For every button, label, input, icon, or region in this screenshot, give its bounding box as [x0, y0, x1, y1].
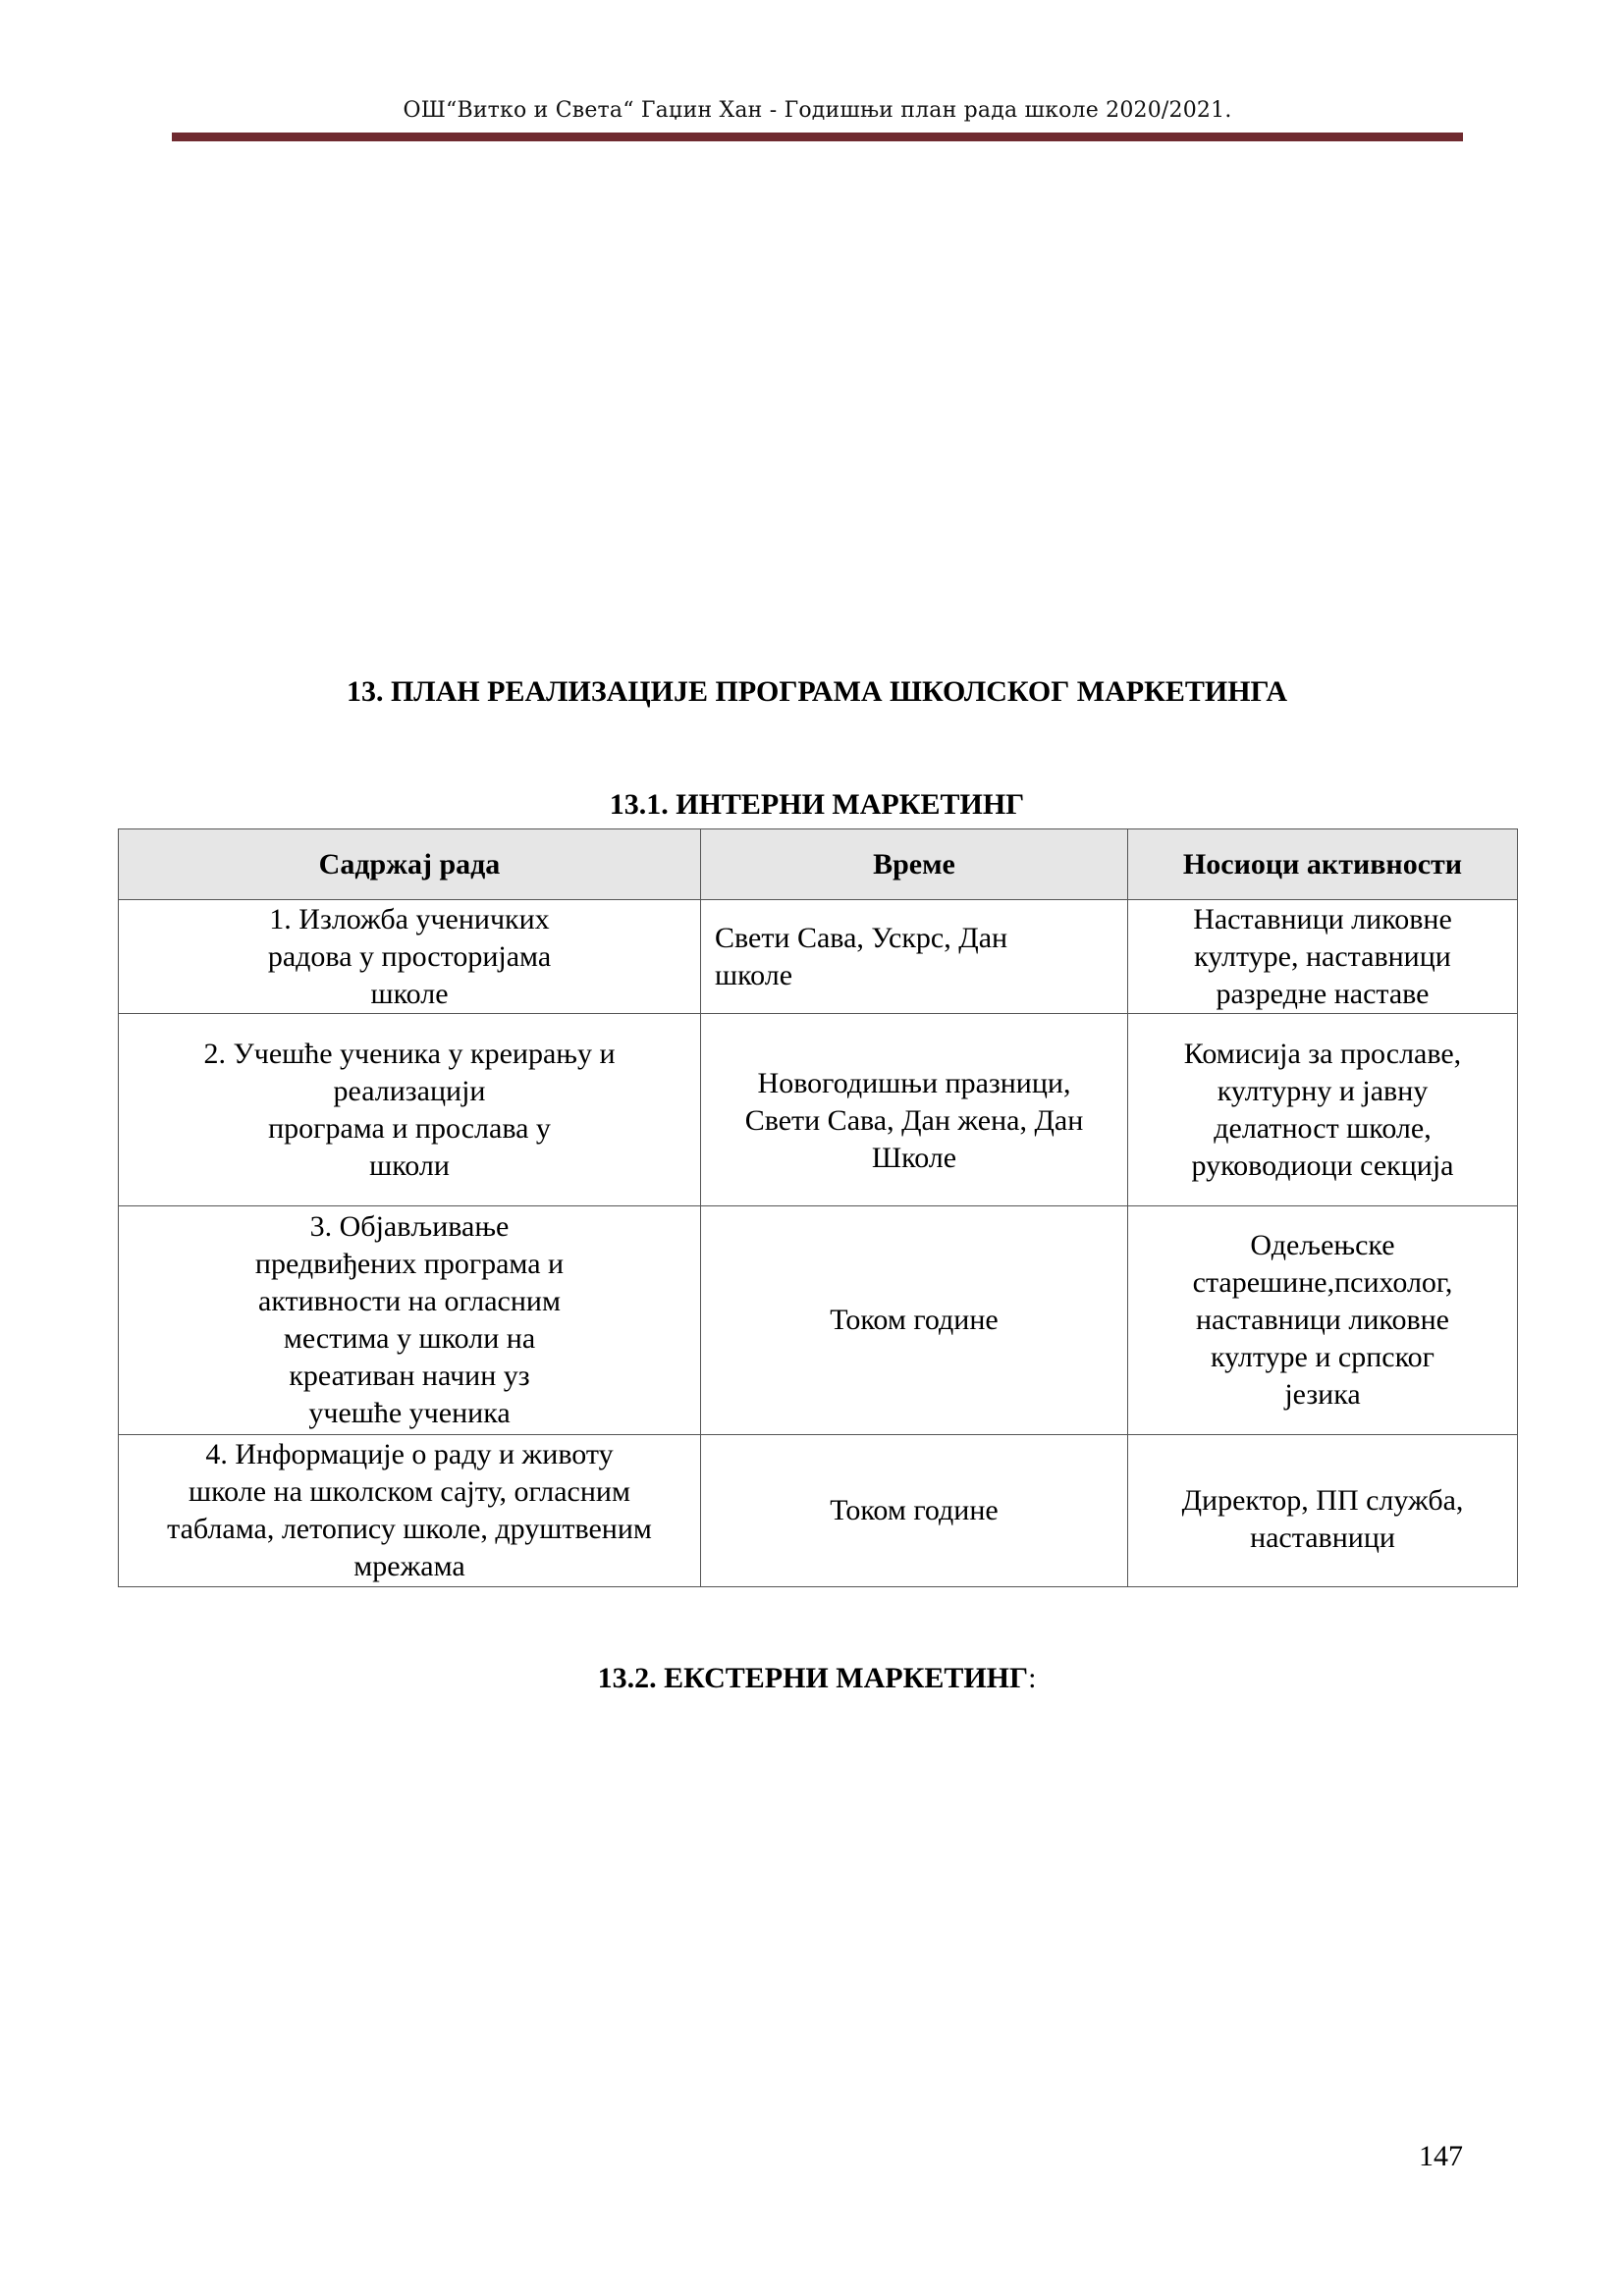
cell-line: предвиђених програма и — [254, 1248, 565, 1280]
cell-line: реализацији — [333, 1074, 486, 1107]
cell-line: руководиоци секција — [1191, 1148, 1454, 1182]
cell-time — [701, 1014, 1128, 1206]
cell-line: наставници ликовне — [1196, 1304, 1449, 1336]
cell-line: учешће ученика — [308, 1397, 511, 1429]
cell-line: мрежама — [353, 1550, 465, 1582]
cell-line: Одељењске — [1250, 1229, 1395, 1261]
external-title-text: 13.2. ЕКСТЕРНИ МАРКЕТИНГ — [597, 1662, 1029, 1694]
cell-carriers — [1128, 1435, 1518, 1587]
column-header-time: Време — [701, 829, 1128, 900]
cell-line: радова у просторијама — [267, 939, 552, 973]
cell-line: 4. Информације о раду и животу — [205, 1438, 614, 1470]
page-number: 147 — [1419, 2140, 1463, 2172]
table-row — [119, 900, 1518, 1014]
cell-line: културе и српског — [1211, 1341, 1435, 1373]
cell-line: разредне наставе — [1216, 977, 1430, 1010]
cell-line: школе на школском сајту, огласним — [189, 1475, 630, 1508]
table-header-row — [119, 829, 1518, 900]
cell-carriers — [1128, 1206, 1518, 1435]
cell-line: Током године — [830, 1494, 999, 1526]
cell-line: местима у школи на — [283, 1322, 536, 1355]
cell-line: културну и јавну — [1217, 1074, 1429, 1107]
cell-line: 1. Изложба ученичких — [269, 902, 550, 935]
internal-marketing-table — [118, 828, 1518, 1587]
cell-line: старешине,психолог, — [1192, 1266, 1453, 1299]
cell-line: Новогодишњи празници, — [757, 1066, 1071, 1099]
table-row — [119, 1014, 1518, 1206]
cell-line: школи — [369, 1148, 450, 1182]
cell-line: наставници — [1250, 1522, 1395, 1554]
cell-line: креативан начин уз — [289, 1360, 530, 1392]
running-header: ОШ“Витко и Света“ Гаџин Хан - Годишњи план рада школе 2020/2021. — [403, 98, 1232, 123]
cell-line: Школе — [871, 1141, 957, 1174]
section-title: 13. ПЛАН РЕАЛИЗАЦИЈЕ ПРОГРАМА ШКОЛСКОГ МАРКЕТИНГА — [346, 675, 1288, 708]
cell-line: језика — [1284, 1378, 1361, 1411]
cell-line: културе, наставници — [1194, 939, 1451, 973]
cell-time — [701, 1435, 1128, 1587]
cell-line: таблама, летопису школе, друштвеним — [167, 1513, 652, 1545]
column-header-content: Садржај рада — [119, 829, 701, 900]
cell-carriers — [1128, 1014, 1518, 1206]
cell-content — [119, 1206, 701, 1435]
cell-content — [119, 1435, 701, 1587]
cell-line: 3. Објављивање — [309, 1210, 510, 1243]
cell-carriers — [1128, 900, 1518, 1014]
column-header-carriers: Носиоци активности — [1128, 829, 1518, 900]
cell-line: Свети Сава, Ускрс, Дан — [715, 921, 1008, 954]
cell-time — [701, 900, 1128, 1014]
cell-content — [119, 900, 701, 1014]
cell-line: активности на огласним — [258, 1285, 561, 1317]
cell-line: програма и прослава у — [268, 1111, 551, 1145]
cell-line: школе — [370, 977, 449, 1010]
cell-line: Директор, ПП служба, — [1181, 1484, 1464, 1517]
cell-time — [701, 1206, 1128, 1435]
cell-line: Током године — [830, 1304, 999, 1336]
cell-line: школе — [715, 958, 793, 991]
table-row — [119, 1435, 1518, 1587]
internal-marketing-title: 13.1. ИНТЕРНИ МАРКЕТИНГ — [609, 788, 1025, 821]
external-marketing-title — [118, 1662, 1516, 1695]
cell-line: Свети Сава, Дан жена, Дан — [744, 1103, 1084, 1137]
cell-line: Комисија за прославе, — [1183, 1037, 1462, 1070]
cell-content — [119, 1014, 701, 1206]
header-rule — [172, 133, 1463, 141]
cell-line: Наставници ликовне — [1193, 902, 1452, 935]
table-row — [119, 1206, 1518, 1435]
cell-line: делатност школе, — [1214, 1111, 1432, 1145]
external-title-colon: : — [1028, 1662, 1037, 1694]
cell-line: 2. Учешће ученика у креирању и — [203, 1037, 616, 1070]
